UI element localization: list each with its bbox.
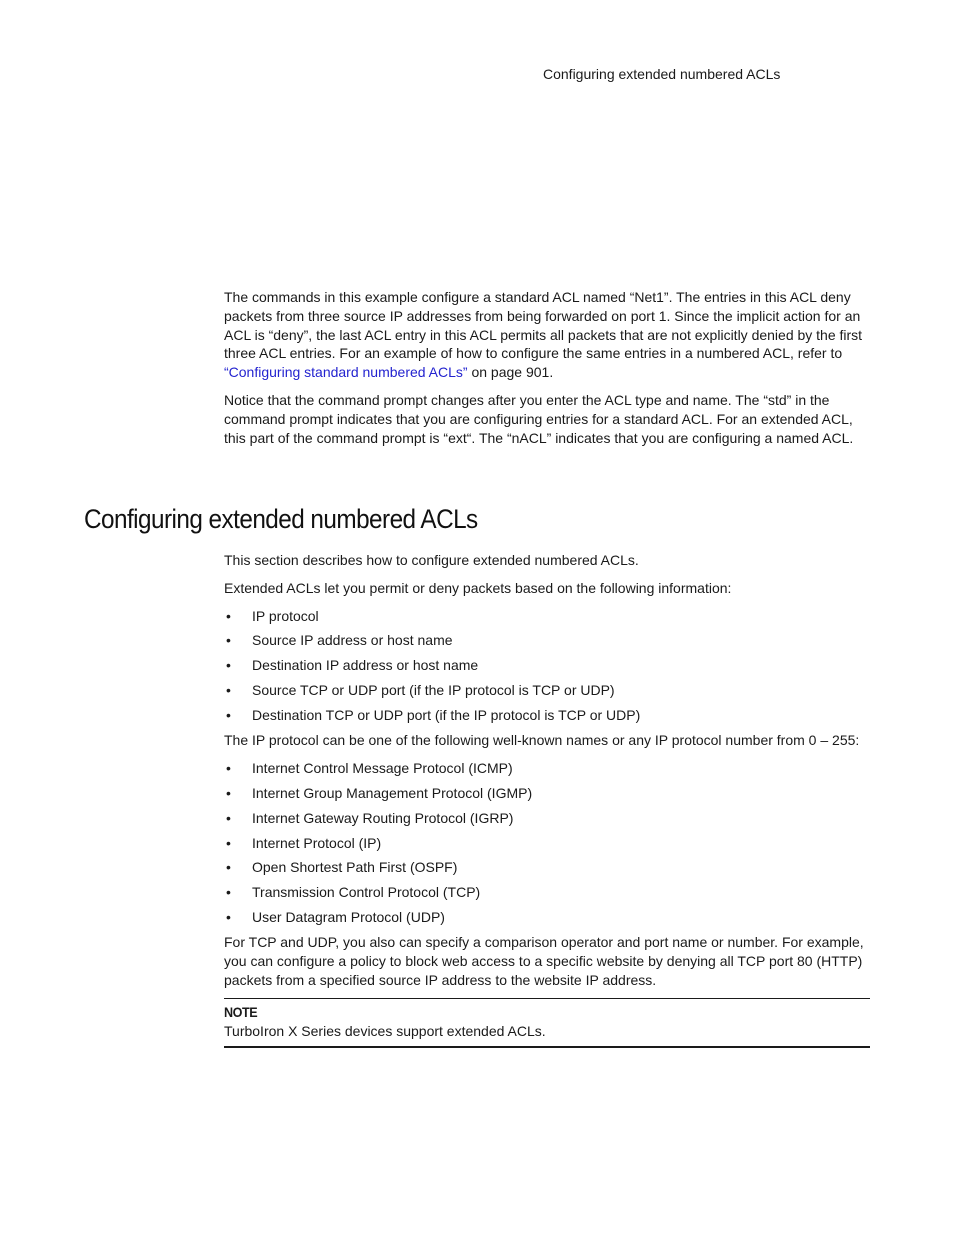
bullet-icon: • [226, 607, 231, 624]
bullet-icon: • [226, 657, 231, 674]
list-item-text: Source IP address or host name [252, 632, 453, 649]
list-item-text: Internet Protocol (IP) [252, 834, 382, 851]
list-item-text: Internet Control Message Protocol (ICMP) [252, 759, 513, 776]
running-header: Configuring extended numbered ACLs [543, 66, 781, 82]
bullet-icon: • [226, 784, 231, 801]
list-item-text: IP protocol [252, 607, 319, 624]
bullet-icon: • [226, 759, 231, 776]
section-paragraph-1: This section describes how to configure extended numbered ACLs. [224, 552, 639, 568]
bullet-icon: • [226, 884, 231, 901]
note-text: TurboIron X Series devices support extended ACLs. [224, 1023, 546, 1040]
list-item [224, 631, 870, 650]
intro-paragraph-1-text: The commands in this example configure a standard ACL named “Net1”. The entries in this ACL deny packets from three source IP addresses from being forwarded on port 1. Since the implicit action for an ACL is “deny”, the last ACL entry in this ACL permits all packets that are not explicitly denied by the first three ACL entries. For an example of how to configure the same entries in a numbered ACL, refer to [224, 289, 863, 362]
bullet-icon: • [226, 809, 231, 826]
list-item [224, 759, 870, 778]
note-box [224, 998, 870, 1048]
section-paragraph-2: Extended ACLs let you permit or deny packets based on the following information: [224, 579, 732, 596]
bullet-icon: • [226, 909, 231, 926]
section-heading: Configuring extended numbered ACLs [84, 504, 478, 534]
list-item [224, 858, 870, 877]
info-bullet-list [224, 607, 870, 725]
bullet-icon: • [226, 834, 231, 851]
bullet-icon: • [226, 632, 231, 649]
intro-section [224, 288, 870, 456]
list-item-text: User Datagram Protocol (UDP) [252, 909, 445, 926]
note-label: NOTE [224, 1004, 258, 1021]
list-item [224, 681, 870, 700]
list-item [224, 908, 870, 927]
list-item [224, 607, 870, 626]
list-item [224, 784, 870, 803]
list-item [224, 809, 870, 828]
list-item-text: Internet Gateway Routing Protocol (IGRP) [252, 809, 514, 826]
intro-paragraph-1-tail: on page 901. [467, 364, 554, 381]
intro-paragraph-1 [224, 288, 870, 382]
list-item [224, 883, 870, 902]
section-paragraph-3: The IP protocol can be one of the following well-known names or any IP protocol number from 0 – 255: [224, 732, 860, 749]
list-item-text: Open Shortest Path First (OSPF) [252, 859, 458, 876]
protocol-bullet-list [224, 759, 870, 927]
bullet-icon: • [226, 682, 231, 699]
list-item [224, 656, 870, 675]
list-item-text: Destination IP address or host name [252, 657, 479, 674]
cross-reference-link[interactable]: “Configuring standard numbered ACLs” [224, 364, 468, 381]
list-item-text: Transmission Control Protocol (TCP) [252, 884, 481, 901]
list-item-text: Internet Group Management Protocol (IGMP) [252, 784, 533, 801]
list-item [224, 834, 870, 853]
section-paragraph-4: For TCP and UDP, you also can specify a comparison operator and port name or number. For example, you can configure a policy to block web access to a specific website by denying all TCP port 80 (HTTP) packets from a specified source IP address to the website IP address. [224, 934, 864, 988]
section-body [224, 551, 870, 1048]
bullet-icon: • [226, 859, 231, 876]
list-item-text: Source TCP or UDP port (if the IP protocol is TCP or UDP) [252, 682, 615, 699]
intro-paragraph-2: Notice that the command prompt changes after you enter the ACL type and name. The “std” in the command prompt indicates that you are configuring entries for a standard ACL. For an extended ACL, this part of the command prompt is “ext“. The “nACL” indicates that you are configuring a named ACL. [224, 391, 854, 446]
list-item-text: Destination TCP or UDP port (if the IP protocol is TCP or UDP) [252, 707, 641, 724]
list-item [224, 706, 870, 725]
bullet-icon: • [226, 707, 231, 724]
